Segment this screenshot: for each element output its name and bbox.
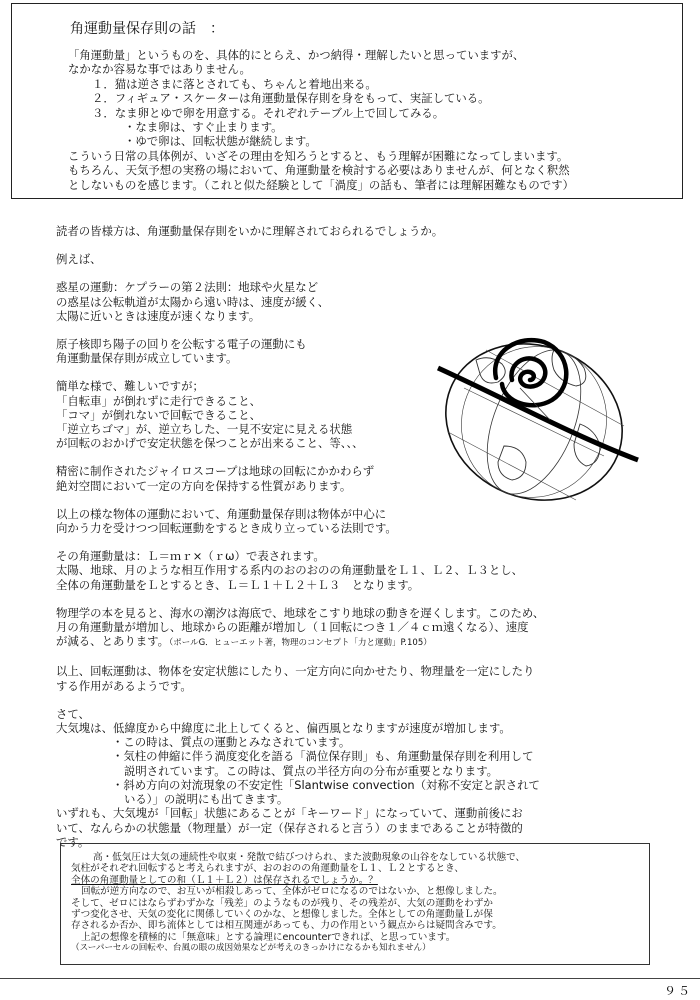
note-line-underlined: 全体の角運動量としての和（Ｌ１＋Ｌ２）は保存されるでしょうか。？ — [71, 874, 378, 886]
paragraph-line: 以上、回転運動は、物体を安定状態にしたり、一定方向に向かせたり、物理量を一定にしたり — [56, 664, 535, 679]
paragraph-line: さて、 — [56, 706, 90, 721]
box-line: なかなか容易な事ではありません。 — [68, 62, 251, 77]
paragraph-line: 向かう力を受けつつ回転運動をするとき成り立っている法則です。 — [56, 521, 397, 536]
footer-rule — [0, 978, 700, 979]
paragraph-line: する作用があるようです。 — [56, 678, 192, 693]
paragraph-line: その角運動量は：Ｌ＝ｍｒ×（ｒω）で表されます。 — [56, 549, 325, 564]
box-list-item: １．猫は逆さまに落とされても、ちゃんと着地出来る。 — [92, 76, 377, 91]
paragraph-line: 絶対空間において一定の方向を保持する性質があります。 — [56, 478, 352, 493]
paragraph-line: 月の角運動量が増加し、地球からの距離が増加し（１回転につき１／４ｃｍ遠くなる）、速度 — [56, 620, 529, 635]
paragraph-line: 物理学の本を見ると、海水の潮汐は海底で、地球をこすり地球の動きを遅くします。このため、 — [56, 605, 545, 620]
paragraph-line: いずれも、大気塊が「回転」状態にあることが「キーワード」になっていて、運動前後にお — [56, 806, 523, 821]
paragraph-line: 「コマ」が倒れないで回転できること、 — [56, 407, 262, 422]
note-line: 上記の想像を積極的に「無意味」とする論理にencounterできれば、と思っています。 — [81, 931, 456, 943]
paragraph: 読者の皆様方は、角運動量保存則をいかに理解されておられるでしょうか。 — [56, 224, 444, 238]
note-body — [71, 852, 525, 955]
globe-icon — [434, 328, 644, 514]
note-line: （スーパーセルの回転や、台風の眼の成因効果などが考えのきっかけになるかも知れません） — [71, 943, 431, 954]
paragraph-line: 太陽に近いときは速度が速くなります。 — [56, 308, 261, 323]
paragraph-line: 簡単な様で、難しいですが； — [56, 379, 204, 394]
paragraph-line: 精密に制作されたジャイロスコープは地球の回転にかかわらず — [56, 464, 375, 479]
main-text — [56, 224, 544, 849]
note-line: 回転が逆方向なので、お互いが相殺しあって、全体がゼロになるのではないか、と想像しました。 — [81, 886, 503, 898]
paragraph-line: 以上の様な物体の運動において、角運動量保存則は物体が中心に — [56, 506, 387, 521]
bullet-line: ・気柱の伸縮に伴う渦度変化を語る「渦位保存則」も、角運動量保存則を利用して — [112, 749, 534, 764]
note-line: 高・低気圧は大気の連続性や収束・発散で結びつけられ、また波動現象の山谷をなしている状態で、 — [93, 852, 526, 863]
box-line: 「角運動量」というものを、具体的にとらえ、かつ納得・理解したいと思っていますが、 — [68, 48, 525, 62]
paragraph-line: の惑星は公転軌道が太陽から遠い時は、速度が緩く、 — [56, 294, 330, 309]
paragraph-line: 太陽、地球、月のような相互作用する系内のおのおのの角運動量をＬ１、Ｌ２、Ｌ３とし、 — [56, 563, 524, 578]
note-line: 気柱がそれぞれ回転すると考えられますが、おのおのの角運動量をＬ１、Ｌ２とするとき、 — [71, 863, 464, 875]
note-line: ずつ変化させ、天気の変化に関係していくのかな、と想像しました。全体としての角運動量Ｌが保 — [71, 909, 493, 921]
box-list-item: ３．なま卵とゆで卵を用意する。それぞれテーブル上で回してみる。 — [92, 105, 445, 120]
paragraph-line: です。 — [56, 834, 90, 849]
bullet-line: ・斜め方向の対流現象の不安定性「Slantwise convection（対称不安定と訳されて — [112, 777, 540, 792]
box-list-item: ２．フィギュア・スケーターは角運動量保存則を身をもって、実証している。 — [92, 91, 490, 106]
note-line: 存されるか否か、即ち流体としては相互関連があっても、力の作用という観点からは疑問含みです。 — [71, 920, 502, 932]
paragraph: 例えば、 — [56, 252, 102, 267]
paragraph-line: 惑星の運動：ケプラーの第２法則：地球や火星など — [56, 280, 318, 295]
paragraph-line: 大気塊は、低緯度から中緯度に北上してくると、偏西風となりますが速度が増加します。 — [56, 721, 511, 736]
intro-box — [11, 3, 683, 199]
paragraph-line: 「逆立ちゴマ」が、逆立ちした、一見不安定に見える状態 — [56, 422, 353, 437]
box-line: としないものを感じます。（これと似た経験として「渦度」の話も、筆者には理解困難なものです） — [68, 177, 574, 192]
note-line: そして、ゼロにはならずわずかな「残差」のようなものが残り、その残差が、大気の運動をわずか — [71, 897, 493, 909]
paragraph-line: が回転のおかげで安定状態を保つことが出来ること、等、、、 — [56, 436, 364, 451]
paragraph-line: 原子核即ち陽子の回りを公転する電子の運動にも — [56, 337, 307, 352]
paragraph-line: 全体の角運動量をＬとするとき、Ｌ＝Ｌ１＋Ｌ２＋Ｌ３ となります。 — [56, 577, 420, 592]
box-title: 角運動量保存則の話 ： — [70, 21, 224, 37]
box-body — [68, 48, 574, 192]
paragraph-line: 角運動量保存則が成立しています。 — [56, 351, 238, 366]
globe-illustration — [434, 328, 644, 514]
box-sub-item: ・ゆで卵は、回転状態が継続します。 — [124, 134, 317, 149]
box-sub-item: ・なま卵は、すぐ止まります。 — [124, 120, 283, 135]
box-line: こういう日常の具体例が、いざその理由を知ろうとすると、もう理解が困難になってしまいます。 — [68, 148, 569, 163]
citation: （ポールG．ヒューエット著，物理のコンセプト「力と運動」P.105） — [169, 638, 432, 649]
paragraph-line: 「自転車」が倒れずに走行できること、 — [56, 393, 262, 408]
bullet-line: いる）」の説明にも出てきます。 — [124, 792, 289, 807]
note-box — [60, 843, 650, 965]
box-line: もちろん、天気予想の実務の場において、角運動量を検討する必要はありませんが、何となく釈然 — [68, 163, 570, 178]
page-number: ９５ — [663, 984, 692, 998]
paragraph-line — [56, 634, 544, 650]
paragraph-line: いて、なんらかの状態量（物理量）が一定（保存されると言う）のままであることが特徴的 — [56, 820, 523, 835]
bullet-line: ・この時は、質点の運動とみなされています。 — [112, 735, 351, 750]
paragraph-text: が減る、とあります。 — [56, 634, 169, 649]
bullet-line: 説明されています。この時は、質点の半径方向の分布が重要となります。 — [124, 763, 499, 778]
